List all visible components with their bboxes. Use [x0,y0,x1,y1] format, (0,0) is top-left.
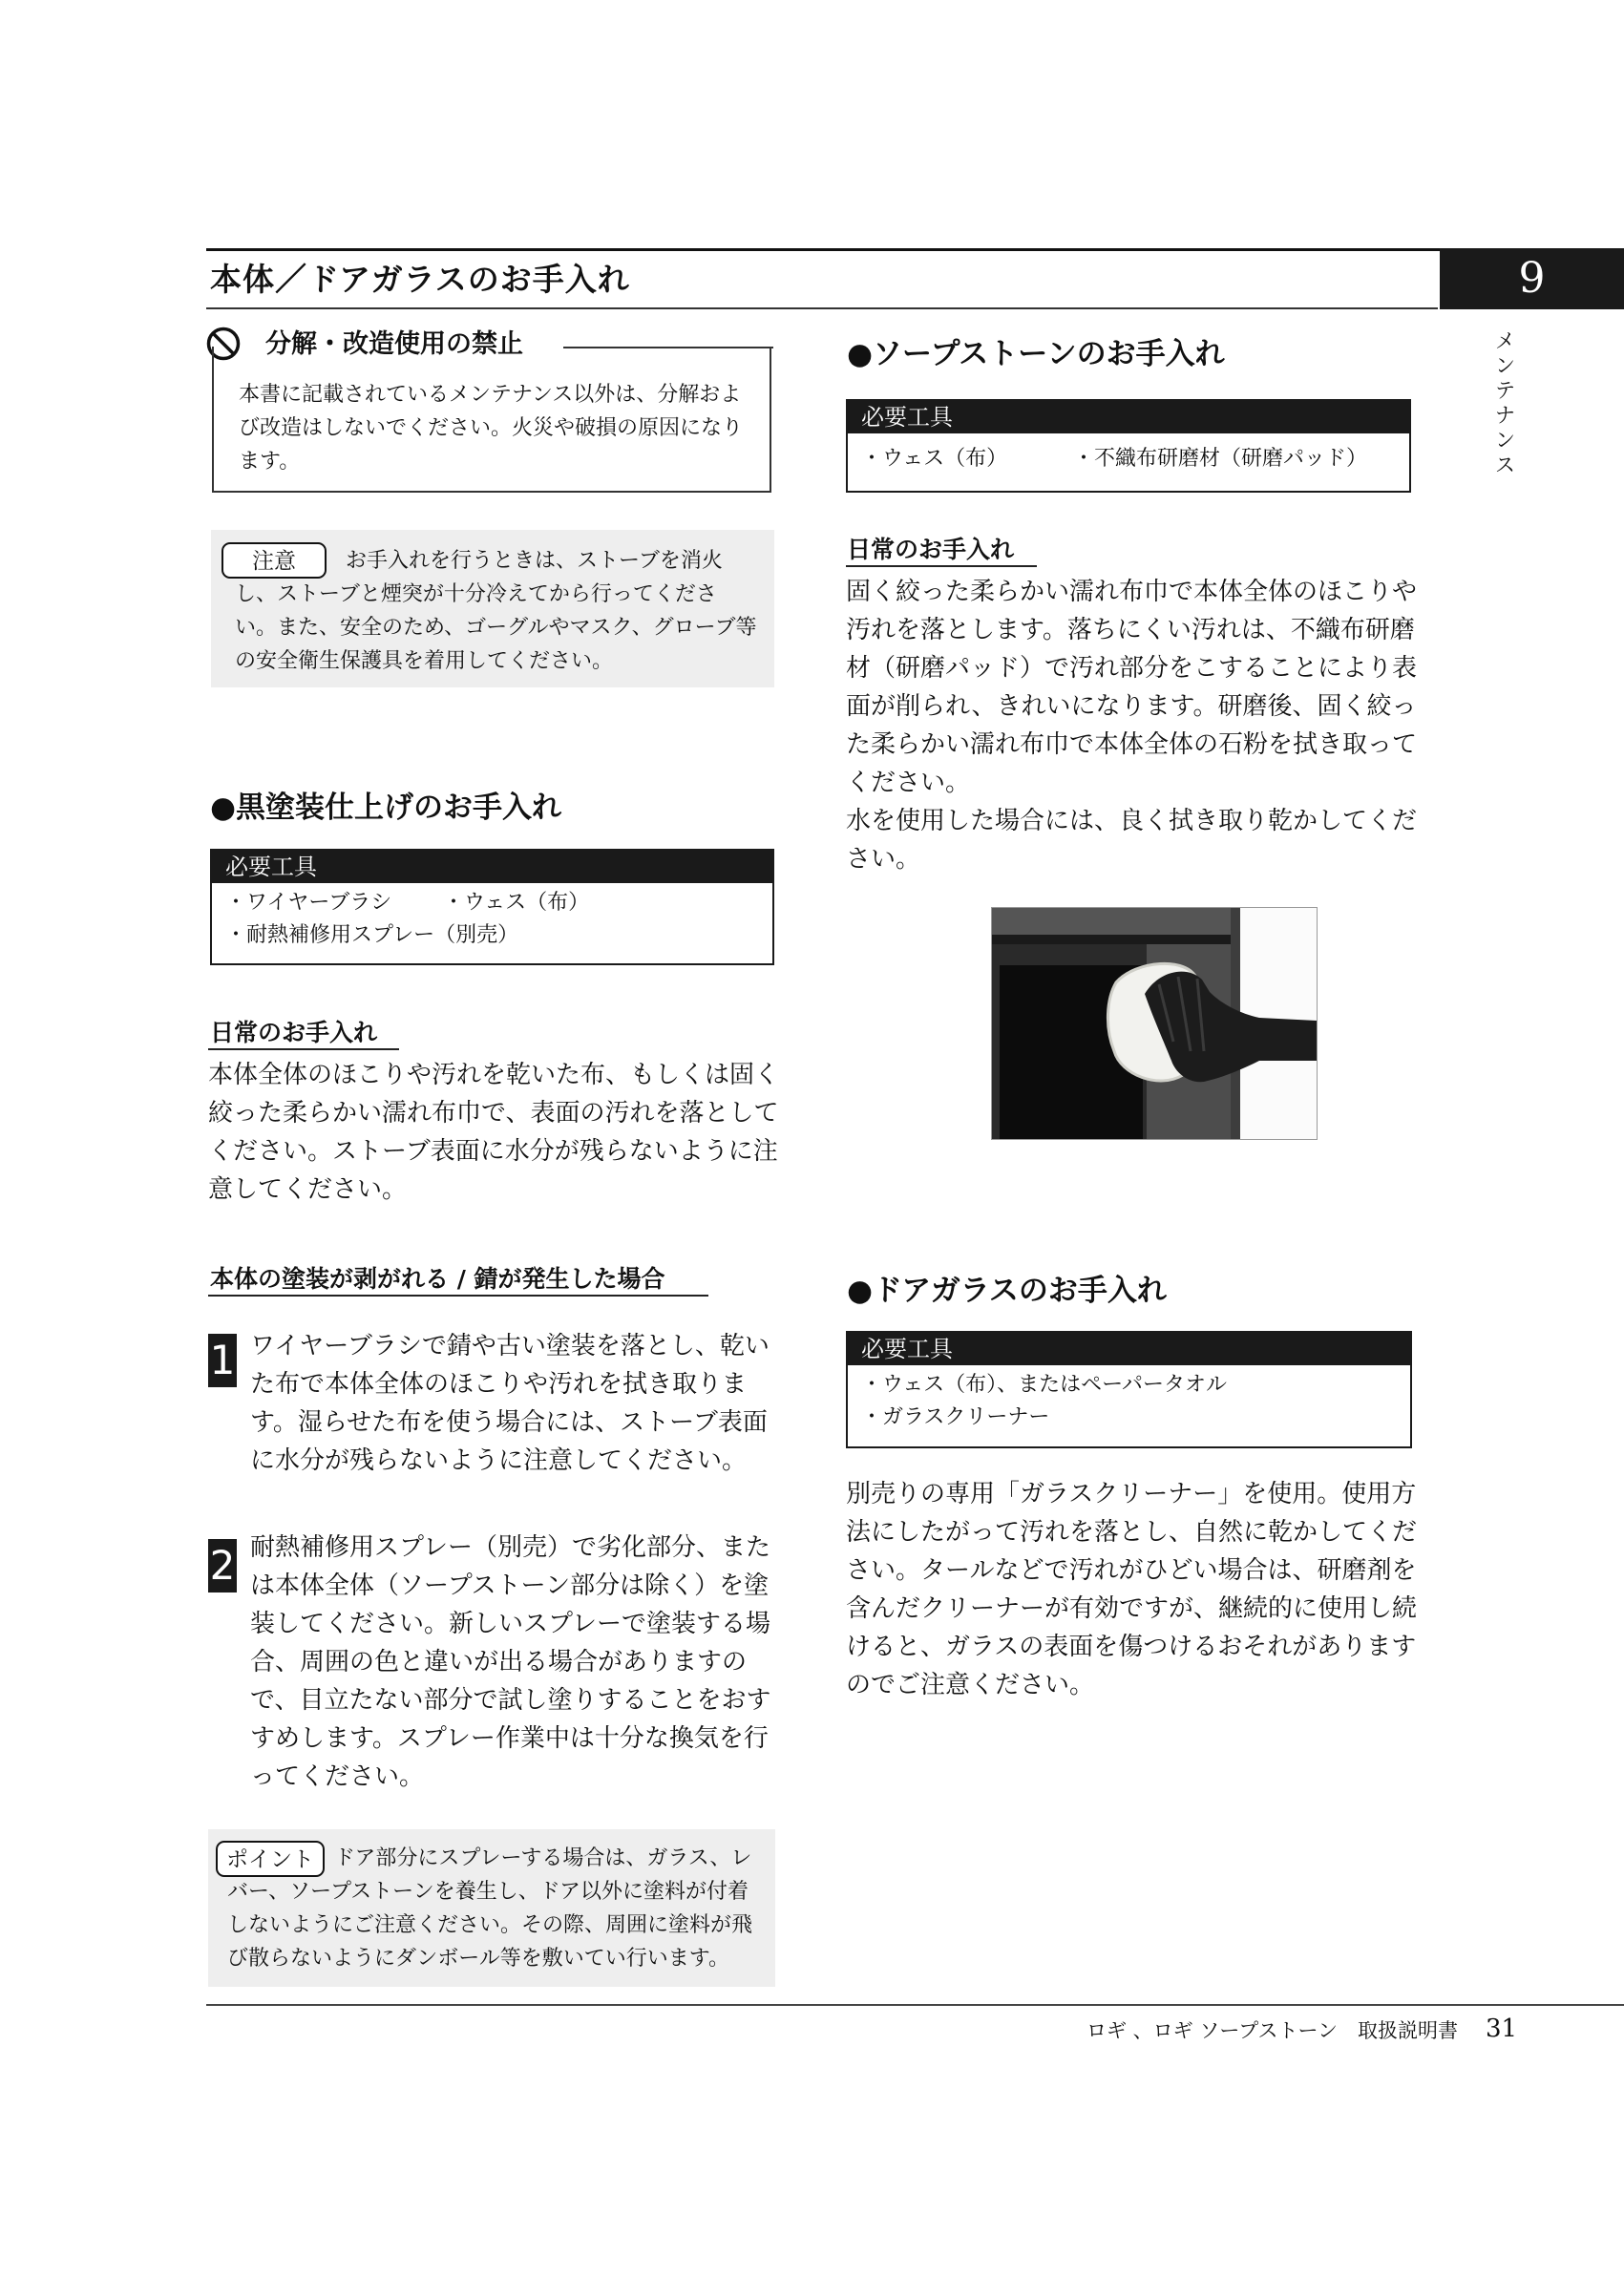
door-glass-heading: ●ドアガラスのお手入れ [847,1274,1167,1308]
tool-item: ・ワイヤーブラシ [225,891,392,915]
tool-item: ・耐熱補修用スプレー（別売） [225,923,519,947]
soapstone-heading: ●ソープストーンのお手入れ [847,337,1225,371]
tools-list [212,883,772,952]
tools-list [848,1365,1410,1434]
black-finish-daily-heading: 日常のお手入れ [210,1019,378,1046]
tools-header: 必要工具 [848,1333,1410,1365]
step-number-1: 1 [208,1334,237,1387]
prohibition-title: 分解・改造使用の禁止 [265,329,523,359]
chapter-side-label: メンテナンス [1491,329,1515,478]
tools-header: 必要工具 [212,851,772,883]
tool-item: ・ウェス（布） [443,891,590,915]
door-glass-tools-box [846,1331,1412,1448]
soapstone-daily-text-2: 水を使用した場合には、良く拭き取り乾かしてください。 [846,807,1418,874]
black-finish-heading: ●黒塗装仕上げのお手入れ [210,791,562,825]
footer-manual-title: ロギ 、ロギ ソープストーン 取扱説明書 [1086,2019,1459,2042]
black-finish-daily-text: 本体全体のほこりや汚れを乾いた布、もしくは固く絞った柔らかい濡れ布巾で、表面の汚れを落としてください。ストーブ表面に水分が残らないように注意してください。 [208,1061,780,1204]
soapstone-cleaning-photo [991,907,1318,1140]
prohibition-text: 本書に記載されているメンテナンス以外は、分解および改造はしないでください。火災や破損の原因になります。 [239,383,744,474]
subheading-underline [208,1295,708,1297]
page-title: 本体／ドアガラスのお手入れ [210,261,630,298]
rust-heading: 本体の塗装が剥がれる / 錆が発生した場合 [210,1265,665,1293]
footer-rule [206,2004,1624,2006]
tool-item: ・ウェス（布）、またはペーパータオル [861,1373,1228,1397]
gloved-hand-wiping-stove-illustration [992,908,1317,1139]
tools-list [848,433,1409,475]
soapstone-tools-box [846,399,1411,493]
tool-item: ・不織布研磨材（研磨パッド） [1073,447,1368,471]
subheading-underline [846,565,1037,567]
step-text-1: ワイヤーブラシで錆や古い塗装を落とし、乾いた布で本体全体のほこりや汚れを拭き取ります。湿らせた布を使う場合には、ストーブ表面に水分が残らないように注意してください。 [250,1332,770,1475]
step-number-2: 2 [208,1539,237,1592]
caution-label: 注意 [221,542,327,579]
tools-header: 必要工具 [848,401,1409,433]
black-finish-tools-box [210,849,774,965]
soapstone-daily-text [846,573,1419,878]
chapter-number: 9 [1440,248,1624,309]
tool-item: ・ウェス（布） [861,447,1008,471]
tool-item: ・ガラスクリーナー [861,1405,1050,1429]
page-number: 31 [1486,2014,1518,2043]
soapstone-daily-heading: 日常のお手入れ [847,536,1015,563]
header-underline [206,307,1438,309]
door-glass-text: 別売りの専用「ガラスクリーナー」を使用。使用方法にしたがって汚れを落とし、自然に乾かしてください。タールなどで汚れがひどい場合は、研磨剤を含んだクリーナーが有効ですが、継続的に使用し続けると、ガラスの表面を傷つけるおそれがありますのでご注意ください。 [846,1480,1418,1699]
point-text: ドア部分にスプレーする場合は、ガラス、レバー、ソープストーンを養生し、ドア以外に塗料が付着しないようにご注意ください。その際、周囲に塗料が飛び散らないようにダンボール等を敷いてい行います。 [227,1846,753,1971]
subheading-underline [208,1048,399,1050]
header-top-rule [206,248,1624,251]
point-label: ポイント [216,1841,325,1877]
soapstone-daily-text-1: 固く絞った柔らかい濡れ布巾で本体全体のほこりや汚れを落とします。落ちにくい汚れは、不織布研磨材（研磨パッド）で汚れ部分をこすることにより表面が削られ、きれいになります。研磨後、固く絞った柔らかい濡れ布巾で本体全体の石粉を拭き取ってください。 [846,578,1418,797]
step-text-2: 耐熱補修用スプレー（別売）で劣化部分、または本体全体（ソープストーン部分は除く）を塗装してください。新しいスプレーで塗装する場合、周囲の色と違いが出る場合がありますので、目立たない部分で試し塗りすることをおすすめします。スプレー作業中は十分な換気を行ってください。 [250,1533,771,1791]
caution-text: お手入れを行うときは、ストーブを消火し、ストーブと煙突が十分冷えてから行ってください。また、安全のため、ゴーグルやマスク、グローブ等の安全衛生保護具を着用してください。 [235,549,757,673]
